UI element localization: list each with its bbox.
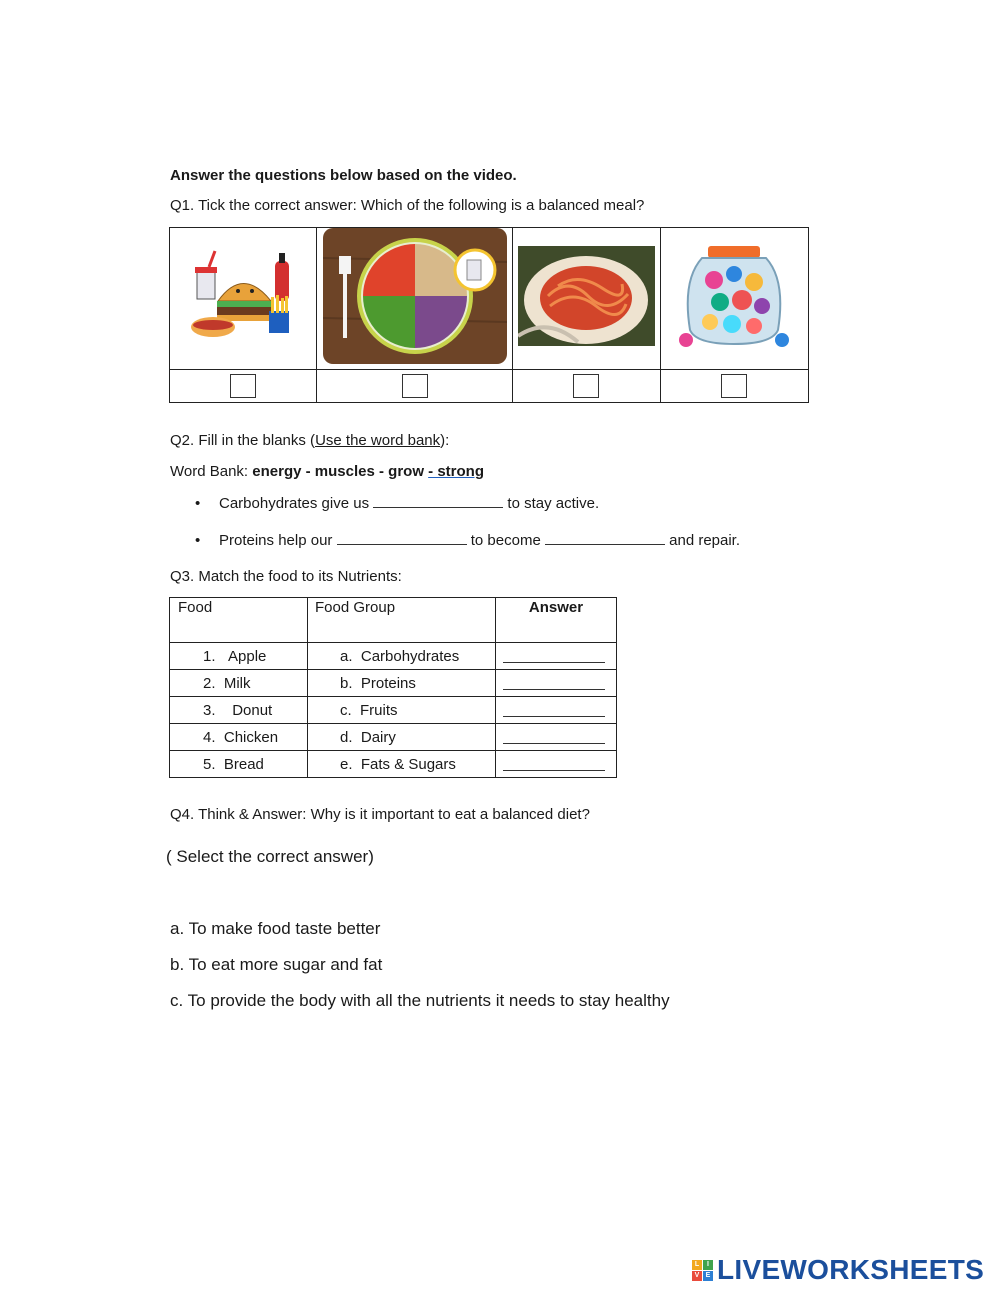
sentence1-part-b: to stay active. xyxy=(503,495,600,512)
tick-checkbox-2[interactable] xyxy=(402,374,428,398)
group-cell xyxy=(308,643,496,670)
food-cell xyxy=(170,724,308,751)
balanced-plate-image xyxy=(323,228,507,364)
header-answer: Answer xyxy=(496,598,617,643)
fast-food-image xyxy=(183,241,303,351)
word-bank-label: Word Bank: xyxy=(170,463,253,480)
checkbox-cell-3 xyxy=(512,370,660,403)
group-cell xyxy=(308,724,496,751)
food-number: 1. xyxy=(203,647,216,665)
checkbox-cell-1 xyxy=(170,370,317,403)
q1-question: Q1. Tick the correct answer: Which of the following is a balanced meal? xyxy=(170,197,645,214)
blank-muscles-input[interactable] xyxy=(337,530,467,545)
tick-checkbox-3[interactable] xyxy=(573,374,599,398)
spaghetti-cell xyxy=(512,228,660,370)
answer-input-2[interactable] xyxy=(503,673,605,690)
q2-question xyxy=(170,432,449,449)
group-letter: a. xyxy=(340,647,353,665)
select-instruction: ( Select the correct answer) xyxy=(166,847,374,866)
food-name: Donut xyxy=(232,701,273,719)
food-number: 2. xyxy=(203,674,216,692)
food-name: Milk xyxy=(223,674,251,692)
logo-mark-l: L xyxy=(692,1260,702,1270)
option-c[interactable]: c. To provide the body with all the nutrients it needs to stay healthy xyxy=(170,991,670,1010)
table-row xyxy=(170,670,617,697)
q2-text-before: Q2. Fill in the blanks ( xyxy=(170,432,316,449)
group-name: Proteins xyxy=(360,674,416,692)
candy-jar-cell xyxy=(660,228,808,370)
answer-cell xyxy=(496,643,617,670)
sentence1-part-a: Carbohydrates give us xyxy=(219,495,374,512)
q2-word-bank-link: Use the word bank xyxy=(315,432,441,449)
logo-mark-v: V xyxy=(692,1271,702,1281)
blank-strong-input[interactable] xyxy=(545,530,665,545)
food-cell xyxy=(170,697,308,724)
food-number: 3. xyxy=(203,701,216,719)
food-name: Apple xyxy=(228,647,267,665)
logo-mark-e: E xyxy=(703,1271,713,1281)
table-row xyxy=(170,724,617,751)
table-row xyxy=(170,751,617,778)
bullet-dot: • xyxy=(195,495,201,512)
group-name: Dairy xyxy=(360,728,396,746)
q1-options-table xyxy=(169,227,809,403)
q4-question: Q4. Think & Answer: Why is it important to eat a balanced diet? xyxy=(170,806,590,823)
group-cell xyxy=(308,670,496,697)
checkbox-cell-4 xyxy=(660,370,808,403)
bullet-dot: • xyxy=(195,532,201,549)
logo-mark-icon xyxy=(692,1260,713,1281)
header-food-group: Food Group xyxy=(308,598,496,643)
group-letter: e. xyxy=(340,755,353,773)
answer-cell xyxy=(496,670,617,697)
group-letter: c. xyxy=(340,701,352,719)
answer-input-3[interactable] xyxy=(503,700,605,717)
group-cell xyxy=(308,751,496,778)
food-name: Chicken xyxy=(223,728,279,746)
q2-text-after: ): xyxy=(440,432,450,449)
food-number: 4. xyxy=(203,728,216,746)
answer-input-5[interactable] xyxy=(503,754,605,771)
sentence2-part-b: to become xyxy=(466,532,545,549)
q3-match-table xyxy=(169,597,617,778)
food-cell xyxy=(170,751,308,778)
table-row xyxy=(170,643,617,670)
word-bank-last-word: - strong xyxy=(428,463,484,480)
candy-jar-image xyxy=(674,240,794,352)
group-cell xyxy=(308,697,496,724)
spaghetti-image xyxy=(518,246,655,346)
food-name: Bread xyxy=(223,755,264,773)
header-food: Food xyxy=(170,598,308,643)
table-row xyxy=(170,697,617,724)
tick-checkbox-1[interactable] xyxy=(230,374,256,398)
logo-mark-i: I xyxy=(703,1260,713,1270)
q2-sentence-1 xyxy=(195,493,599,512)
worksheet-heading: Answer the questions below based on the video. xyxy=(170,167,517,184)
answer-cell xyxy=(496,697,617,724)
q3-question: Q3. Match the food to its Nutrients: xyxy=(170,568,402,585)
group-name: Carbohydrates xyxy=(360,647,460,665)
tick-checkbox-4[interactable] xyxy=(721,374,747,398)
answer-input-1[interactable] xyxy=(503,646,605,663)
group-name: Fats & Sugars xyxy=(360,755,456,773)
checkbox-cell-2 xyxy=(317,370,513,403)
answer-input-4[interactable] xyxy=(503,727,605,744)
food-cell xyxy=(170,670,308,697)
sentence2-part-c: and repair. xyxy=(664,532,741,549)
answer-cell xyxy=(496,751,617,778)
fast-food-cell xyxy=(170,228,317,370)
sentence2-part-a: Proteins help our xyxy=(219,532,337,549)
group-letter: d. xyxy=(340,728,353,746)
liveworksheets-logo xyxy=(692,1255,984,1285)
blank-energy-input[interactable] xyxy=(373,493,503,508)
food-cell xyxy=(170,643,308,670)
word-bank-words: energy - muscles - grow xyxy=(252,463,429,480)
logo-text: LIVEWORKSHEETS xyxy=(717,1254,985,1285)
q2-sentence-2 xyxy=(195,530,740,549)
group-name: Fruits xyxy=(360,701,398,719)
balanced-plate-cell xyxy=(317,228,513,370)
option-b[interactable]: b. To eat more sugar and fat xyxy=(170,955,383,974)
food-number: 5. xyxy=(203,755,216,773)
answer-cell xyxy=(496,724,617,751)
word-bank xyxy=(170,463,484,480)
group-letter: b. xyxy=(340,674,353,692)
option-a[interactable]: a. To make food taste better xyxy=(170,919,381,938)
